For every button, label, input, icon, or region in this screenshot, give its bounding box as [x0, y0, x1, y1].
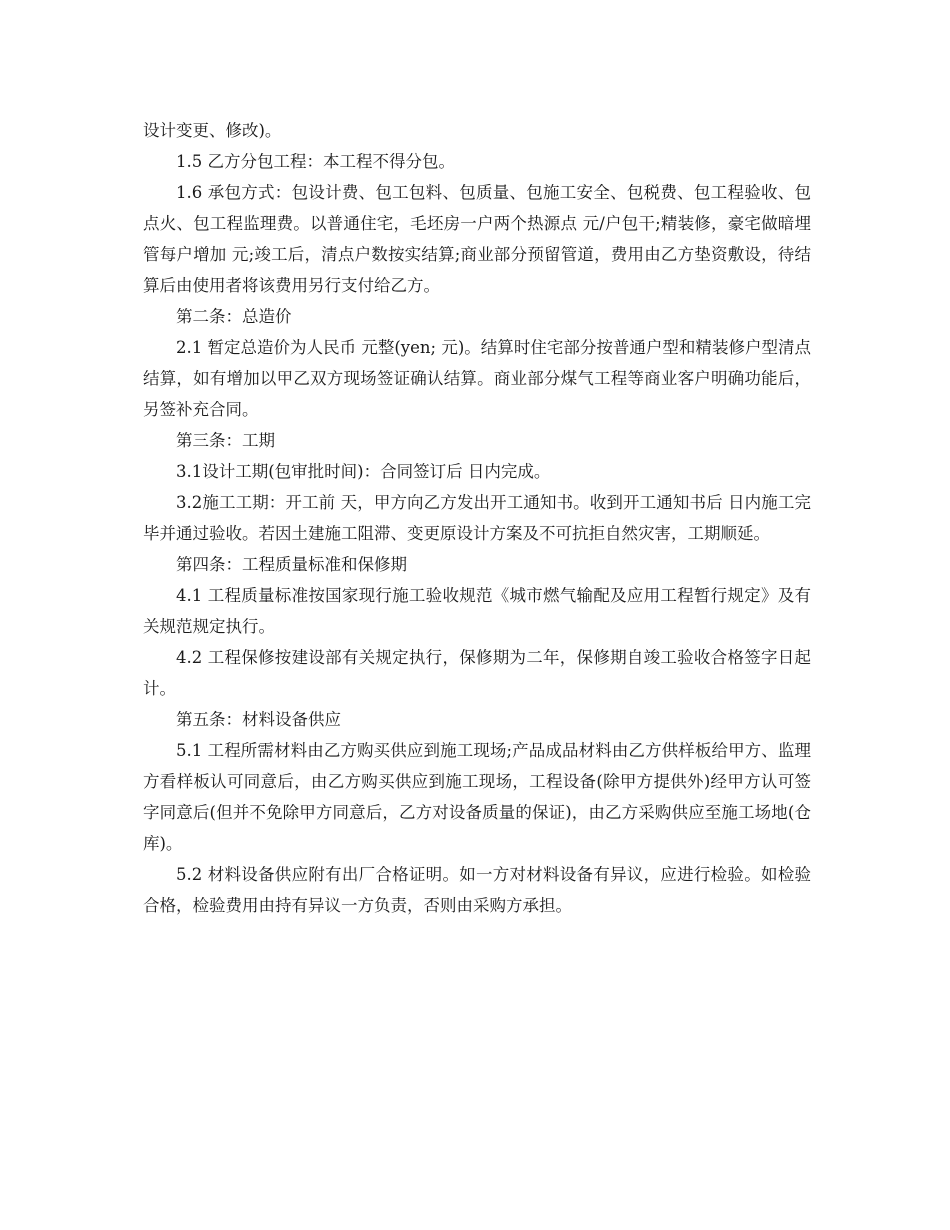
clause-4-2: 4.2 工程保修按建设部有关规定执行，保修期为二年，保修期自竣工验收合格签字日起计。 [143, 648, 811, 698]
paragraph-design-change: 设计变更、修改)。 [143, 121, 282, 140]
clause-1-6: 1.6 承包方式：包设计费、包工包料、包质量、包施工安全、包税费、包工程验收、包点火、包工程监理费。以普通住宅，毛坯房一户两个热源点 元/户包干;精装修，豪宅做暗埋管每户增加 元;竣工后，清点户数按实结算;商业部分预留管道，费用由乙方垫资敷设，待结算后由使用者将该费用另行支付给乙方。 [143, 183, 811, 295]
clause-3-1: 3.1设计工期(包审批时间)：合同签订后 日内完成。 [176, 462, 551, 481]
clause-2-1: 2.1 暂定总造价为人民币 元整(yen; 元)。结算时住宅部分按普通户型和精装修户型清点结算，如有增加以甲乙双方现场签证确认结算。商业部分煤气工程等商业客户明确功能后，另签补充合同。 [143, 338, 811, 419]
clause-4-1: 4.1 工程质量标准按国家现行施工验收规范《城市燃气输配及应用工程暂行规定》及有关规范规定执行。 [143, 586, 811, 636]
clause-5-2: 5.2 材料设备供应附有出厂合格证明。如一方对材料设备有异议，应进行检验。如检验合格，检验费用由持有异议一方负责，否则由采购方承担。 [143, 865, 811, 915]
clause-3-2: 3.2施工工期：开工前 天，甲方向乙方发出开工通知书。收到开工通知书后 日内施工完毕并通过验收。若因土建施工阻滞、变更原设计方案及不可抗拒自然灾害，工期顺延。 [143, 493, 811, 543]
clause-1-5: 1.5 乙方分包工程：本工程不得分包。 [176, 152, 455, 171]
contract-body [143, 115, 811, 921]
article-2-heading: 第二条：总造价 [176, 307, 292, 326]
clause-5-1: 5.1 工程所需材料由乙方购买供应到施工现场;产品成品材料由乙方供样板给甲方、监理方看样板认可同意后，由乙方购买供应到施工现场，工程设备(除甲方提供外)经甲方认可签字同意后(但并不免除甲方同意后，乙方对设备质量的保证)，由乙方采购供应至施工场地(仓库)。 [143, 741, 811, 853]
article-4-heading: 第四条：工程质量标准和保修期 [176, 555, 407, 574]
article-5-heading: 第五条：材料设备供应 [176, 710, 341, 729]
article-3-heading: 第三条：工期 [176, 431, 275, 450]
